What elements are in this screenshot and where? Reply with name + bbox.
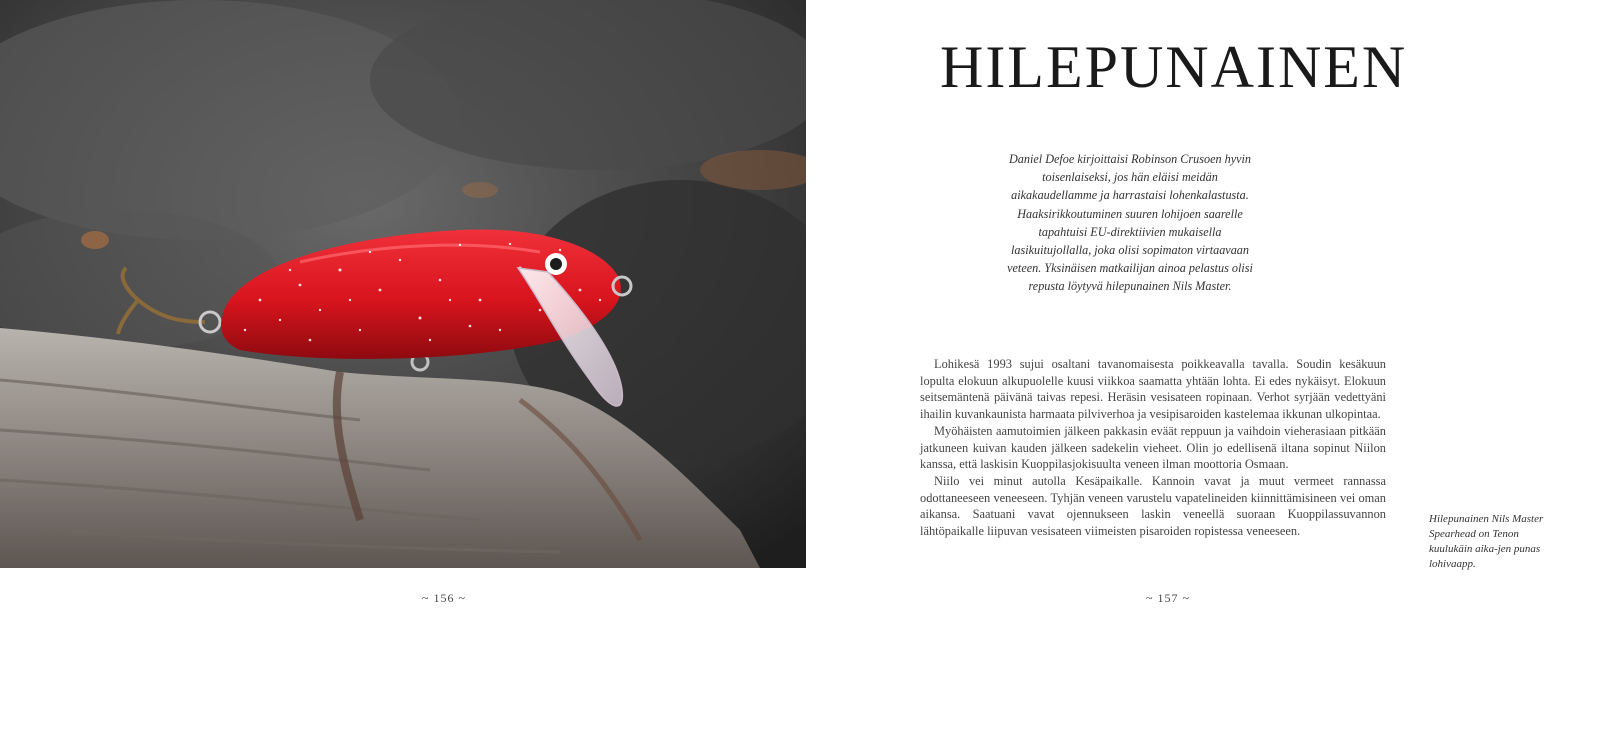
page-number-right: ~ 157 ~ <box>1146 591 1190 605</box>
body-text <box>920 356 1386 540</box>
paragraph: Niilo vei minut autolla Kesäpaikalle. Kannoin vavat ja muut vermeet rannassa odottaneeseen veneeseen. Tyhjän veneen varustelu vapatelineiden kiinnittämisineen vei oman aikansa. Saatuani vavat ojennukseen laskin veneellä suoraan Kuoppilassuvannon lähtöpaikalle liipuvan vesisateen viimeisten pisaroiden ropistessa veneeseen. <box>920 473 1386 539</box>
lure-photo <box>0 0 806 568</box>
lure-photo-illustration <box>0 0 806 568</box>
chapter-title: HILEPUNAINEN <box>940 34 1408 100</box>
photo-caption: Hilepunainen Nils Master Spearhead on Tenon kuulukäin aika-jen punas lohivaapp. <box>1429 513 1544 570</box>
paragraph: Myöhäisten aamutoimien jälkeen pakkasin eväät reppuun ja vaihdoin vieherasiaan pitkään jatkuneen kuivan kauden jälkeen sadekelin vieheet. Olin jo edellisenä iltana sopinut Niilon kanssa, että laskisin Kuoppilasjokisuulta veneen ilman moottoria Osmaan. <box>920 423 1386 472</box>
chapter-intro: Daniel Defoe kirjoittaisi Robinson Crusoen hyvin toisenlaiseksi, jos hän eläisi meidän aikakaudellamme ja harrastaisi lohenkalastusta. Haaksirikkoutuminen suuren lohijoen saarelle tapahtuisi EU-direktiivien mukaisella lasikuitujollalla, joka olisi sopimaton virtaavaan veteen. Yksinäisen matkailijan ainoa pelastus olisi repusta löytyvä hilepunainen Nils Master. <box>1007 152 1253 294</box>
paragraph: Lohikesä 1993 sujui osaltani tavanomaisesta poikkeavalla tavalla. Soudin kesäkuun lopulta elokuun alkupuolelle kuusi viikkoa saamatta yhtään lohta. Ei edes nykäisyt. Elokuun seitsemäntenä päivänä taivas repesi. Heräsin vesisateen ropinaan. Verhot syrjään vedettyäni ihailin kuvankaunista harmaata pilviverhoa ja vesipisaroiden kastelemaa ikkunan ulkopintaa. <box>920 357 1386 422</box>
page-number-left: ~ 156 ~ <box>422 591 466 605</box>
